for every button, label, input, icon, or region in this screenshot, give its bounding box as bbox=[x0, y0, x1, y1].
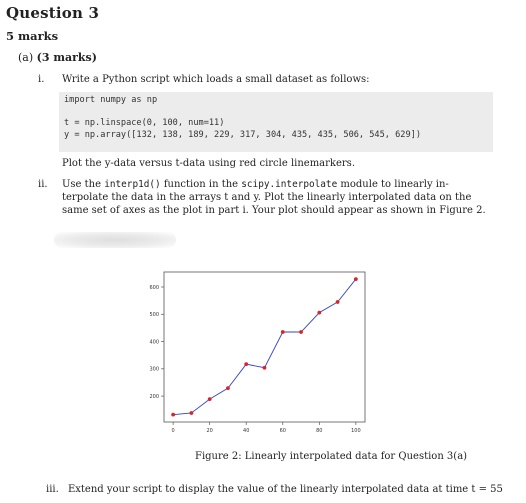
interpolation-chart bbox=[140, 268, 370, 440]
data-point-4 bbox=[244, 362, 248, 366]
item-ii-line-1 bbox=[62, 178, 449, 191]
data-point-3 bbox=[226, 386, 230, 390]
y-tick-label-600: 600 bbox=[149, 284, 159, 291]
y-tick-label-300: 300 bbox=[149, 366, 159, 373]
item-iii bbox=[46, 484, 503, 495]
code-block bbox=[59, 92, 493, 152]
item-iii-number: iii. bbox=[46, 484, 59, 495]
x-tick-label-100: 100 bbox=[351, 428, 361, 434]
data-point-8 bbox=[317, 311, 321, 315]
question-title: Question 3 bbox=[6, 4, 100, 22]
x-tick-label-20: 20 bbox=[206, 428, 213, 434]
item-ii-line1-pre: Use the bbox=[62, 179, 105, 190]
data-point-9 bbox=[336, 300, 340, 304]
scipy-module-code: scipy.interpolate bbox=[241, 179, 338, 190]
y-tick-label-500: 500 bbox=[149, 312, 159, 319]
question-marks: 5 marks bbox=[6, 29, 59, 43]
y-tick-label-200: 200 bbox=[149, 393, 159, 400]
data-point-6 bbox=[281, 330, 285, 334]
item-i-after-text: Plot the y-data versus t-data using red circle linemarkers. bbox=[62, 158, 355, 169]
x-tick-label-40: 40 bbox=[243, 428, 250, 434]
x-tick-label-0: 0 bbox=[171, 428, 175, 434]
item-i-number: i. bbox=[38, 74, 45, 85]
figure-caption: Figure 2: Linearly interpolated data for Question 3(a) bbox=[195, 451, 468, 462]
item-i-text: Write a Python script which loads a small dataset as follows: bbox=[62, 74, 370, 85]
data-point-5 bbox=[263, 366, 267, 370]
item-ii-line1-mid: function in the bbox=[160, 179, 242, 190]
x-tick-label-80: 80 bbox=[316, 428, 323, 434]
redaction-smudge bbox=[54, 232, 176, 248]
data-point-0 bbox=[171, 413, 175, 417]
plot-frame bbox=[164, 272, 365, 422]
part-a-marks: (3 marks) bbox=[36, 51, 97, 64]
item-ii-line-3: same set of axes as the plot in part i. Your plot should appear as shown in Figure 2. bbox=[62, 205, 486, 216]
item-ii-line1-post: module to linearly in- bbox=[337, 179, 449, 190]
data-point-10 bbox=[354, 277, 358, 281]
y-tick-label-400: 400 bbox=[149, 339, 159, 346]
code-line-t: t = np.linspace(0, 100, num=11) bbox=[64, 118, 225, 128]
item-ii-number: ii. bbox=[38, 179, 48, 190]
item-iii-text: Extend your script to display the value of the linearly interpolated data at time t = 55 bbox=[67, 484, 503, 495]
code-line-import: import numpy as np bbox=[64, 95, 158, 105]
part-a-heading bbox=[18, 51, 97, 64]
data-point-2 bbox=[208, 397, 212, 401]
chart-axes bbox=[149, 272, 365, 434]
data-point-7 bbox=[299, 330, 303, 334]
part-a-label: (a) bbox=[18, 51, 34, 64]
code-line-y: y = np.array([132, 138, 189, 229, 317, 304, 435, 435, 506, 545, 629]) bbox=[64, 130, 421, 140]
x-tick-label-60: 60 bbox=[279, 428, 286, 434]
data-point-1 bbox=[190, 411, 194, 415]
item-ii-line-2: terpolate the data in the arrays t and y. Plot the linearly interpolated data on the bbox=[62, 192, 472, 203]
interp1d-code: interp1d() bbox=[104, 179, 161, 190]
